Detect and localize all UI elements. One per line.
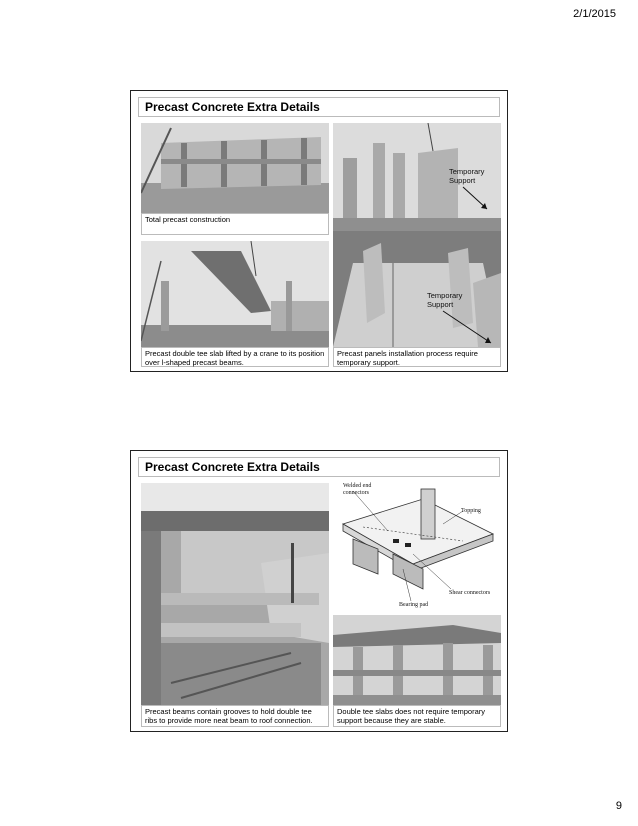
label-shear-connectors: Shear connectors [449, 590, 491, 596]
caption-double-tee-stable: Double tee slabs does not require temporary support because they are stable. [333, 705, 501, 727]
caption-double-tee-crane: Precast double tee slab lifted by a crane to its position over l-shaped precast beams. [141, 347, 329, 367]
slide-title: Precast Concrete Extra Details [138, 457, 500, 477]
photo-double-tee-crane [141, 241, 329, 347]
slide-1 [130, 90, 508, 372]
photo-total-precast [141, 123, 329, 213]
page-number: 9 [615, 800, 622, 812]
photo-double-tee-stable [333, 615, 501, 705]
temporary-support-label-2: Temporary Support [427, 291, 463, 309]
label-welded-end-connectors: Welded end connectors [343, 483, 372, 496]
caption-panels-support: Precast panels installation process require temporary support. [333, 347, 501, 367]
label-topping: Topping [461, 508, 481, 514]
caption-beams-grooves: Precast beams contain grooves to hold double tee ribs to provide more neat beam to roof connection. [141, 705, 329, 727]
label-bearing-pad: Bearing pad [399, 602, 429, 608]
arrow-icon [461, 185, 491, 215]
arrow-icon [441, 309, 497, 349]
slide-2 [130, 450, 508, 732]
page-date: 2/1/2015 [573, 8, 616, 20]
photo-beams-grooves [141, 483, 329, 705]
temporary-support-label-1: Temporary Support [449, 167, 485, 185]
slide-title: Precast Concrete Extra Details [138, 97, 500, 117]
caption-total-precast: Total precast construction [141, 213, 329, 235]
